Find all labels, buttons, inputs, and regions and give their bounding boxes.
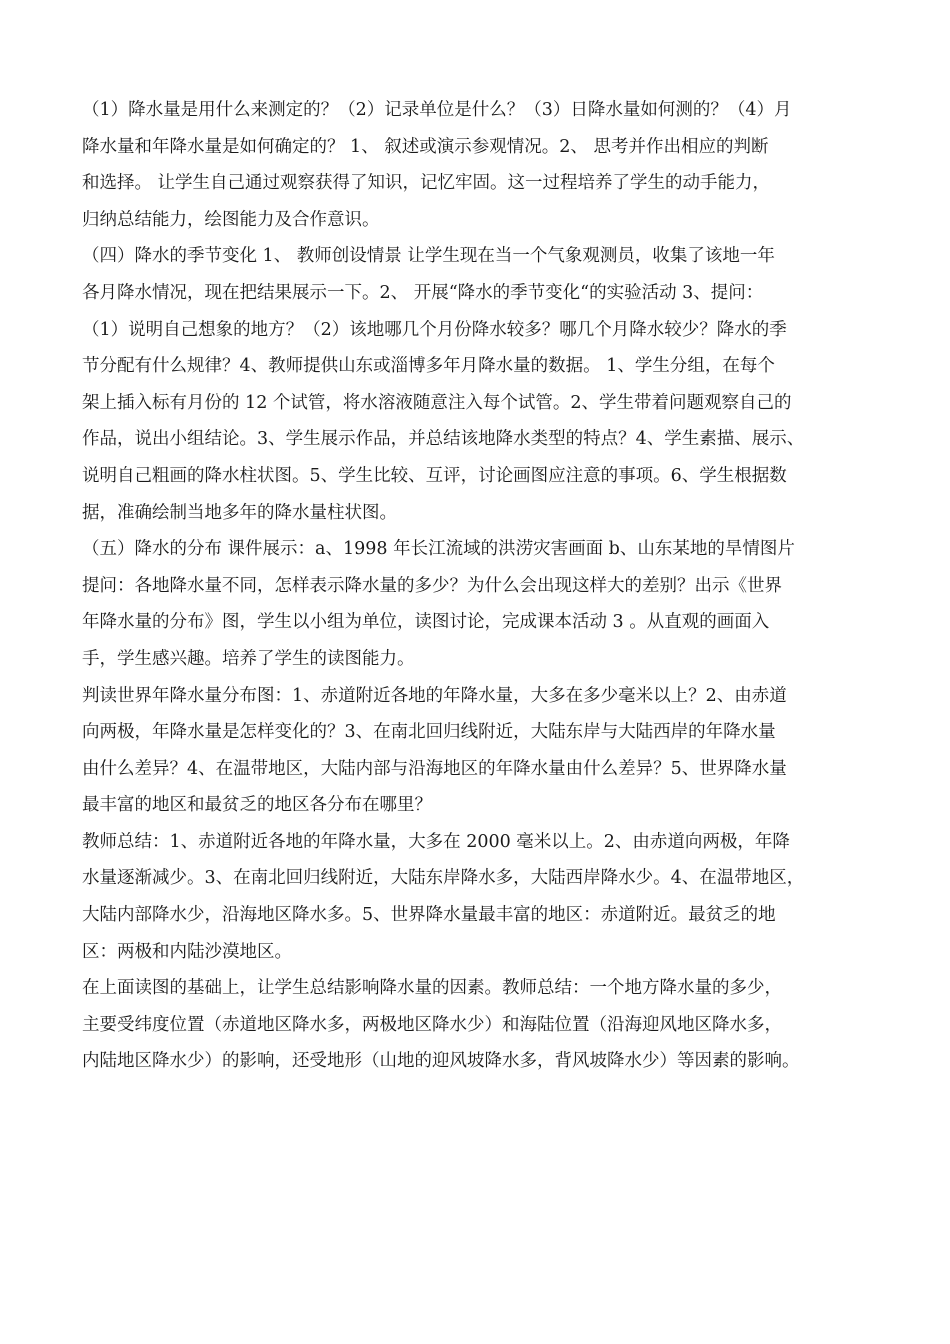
text-line: 作品，说出小组结论。3、学生展示作品，并总结该地降水类型的特点？4、学生素描、展示、 <box>82 429 805 450</box>
paragraph-measurement-questions <box>82 92 875 238</box>
text-line: 节分配有什么规律？4、教师提供山东或淄博多年月降水量的数据。 1、学生分组，在每个 <box>82 356 775 377</box>
text-line: 归纳总结能力，绘图能力及合作意识。 <box>82 209 380 230</box>
text-line: 据，准确绘制当地多年的降水量柱状图。 <box>82 502 397 523</box>
text-line: 各月降水情况，现在把结果展示一下。2、 开展“降水的季节变化“的实验活动 3、提问： <box>82 282 764 303</box>
text-line: 和选择。 让学生自己通过观察获得了知识，记忆牢固。这一过程培养了学生的动手能力， <box>82 173 771 194</box>
text-line: 区：两极和内陆沙漠地区。 <box>82 941 292 962</box>
text-line: 年降水量的分布》图，学生以小组为单位，读图讨论，完成课本活动 3 。从直观的画面入 <box>82 612 770 633</box>
paragraph-teacher-summary <box>82 824 875 970</box>
paragraph-seasonal-change <box>82 238 875 531</box>
paragraph-distribution <box>82 531 875 677</box>
text-line: 水量逐渐减少。3、在南北回归线附近，大陆东岸降水多，大陆西岸降水少。4、在温带地区， <box>82 868 805 889</box>
text-line: 主要受纬度位置（赤道地区降水多，两极地区降水少）和海陆位置（沿海迎风地区降水多， <box>82 1014 782 1035</box>
text-line: 最丰富的地区和最贫乏的地区各分布在哪里？ <box>82 795 432 816</box>
text-line: 在上面读图的基础上，让学生总结影响降水量的因素。教师总结：一个地方降水量的多少， <box>82 978 782 999</box>
text-line: 手，学生感兴趣。培养了学生的读图能力。 <box>82 648 415 669</box>
text-line: 教师总结：1、赤道附近各地的年降水量，大多在 2000 毫米以上。2、由赤道向两极，年降 <box>82 831 790 852</box>
text-line: （五）降水的分布 课件展示：a、1998 年长江流域的洪涝灾害画面 b、山东某地的旱情图片 <box>82 539 795 560</box>
text-line: （1）降水量是用什么来测定的？（2）记录单位是什么？（3）日降水量如何测的？（4）月 <box>82 100 792 120</box>
document-page <box>82 92 875 1080</box>
text-line: 由什么差异？4、在温带地区，大陆内部与沿海地区的年降水量由什么差异？5、世界降水量 <box>82 758 787 779</box>
text-line: 提问：各地降水量不同，怎样表示降水量的多少？为什么会出现这样大的差别？出示《世界 <box>82 575 782 596</box>
text-line: 说明自己粗画的降水柱状图。5、学生比较、互评，讨论画图应注意的事项。6、学生根据数 <box>82 465 787 486</box>
text-line: 架上插入标有月份的 12 个试管，将水溶液随意注入每个试管。2、学生带着问题观察自己的 <box>82 392 792 413</box>
text-line: 内陆地区降水少）的影响，还受地形（山地的迎风坡降水多，背风坡降水少）等因素的影响。 <box>82 1051 800 1072</box>
text-line: （1）说明自己想象的地方？（2）该地哪几个月份降水较多？哪几个月降水较少？降水的季 <box>82 319 787 340</box>
text-line: 向两极，年降水量是怎样变化的？3、在南北回归线附近，大陆东岸与大陆西岸的年降水量 <box>82 722 776 743</box>
text-line: 判读世界年降水量分布图：1、赤道附近各地的年降水量，大多在多少毫米以上？2、由赤道 <box>82 685 787 706</box>
paragraph-influencing-factors <box>82 970 875 1080</box>
text-line: 大陆内部降水少，沿海地区降水多。5、世界降水量最丰富的地区：赤道附近。最贫乏的地 <box>82 905 776 926</box>
text-line: 降水量和年降水量是如何确定的？ 1、 叙述或演示参观情况。2、 思考并作出相应的判断 <box>82 136 769 157</box>
paragraph-map-reading-questions <box>82 678 875 824</box>
text-line: （四）降水的季节变化 1、 教师创设情景 让学生现在当一个气象观测员，收集了该地一年 <box>82 246 775 267</box>
